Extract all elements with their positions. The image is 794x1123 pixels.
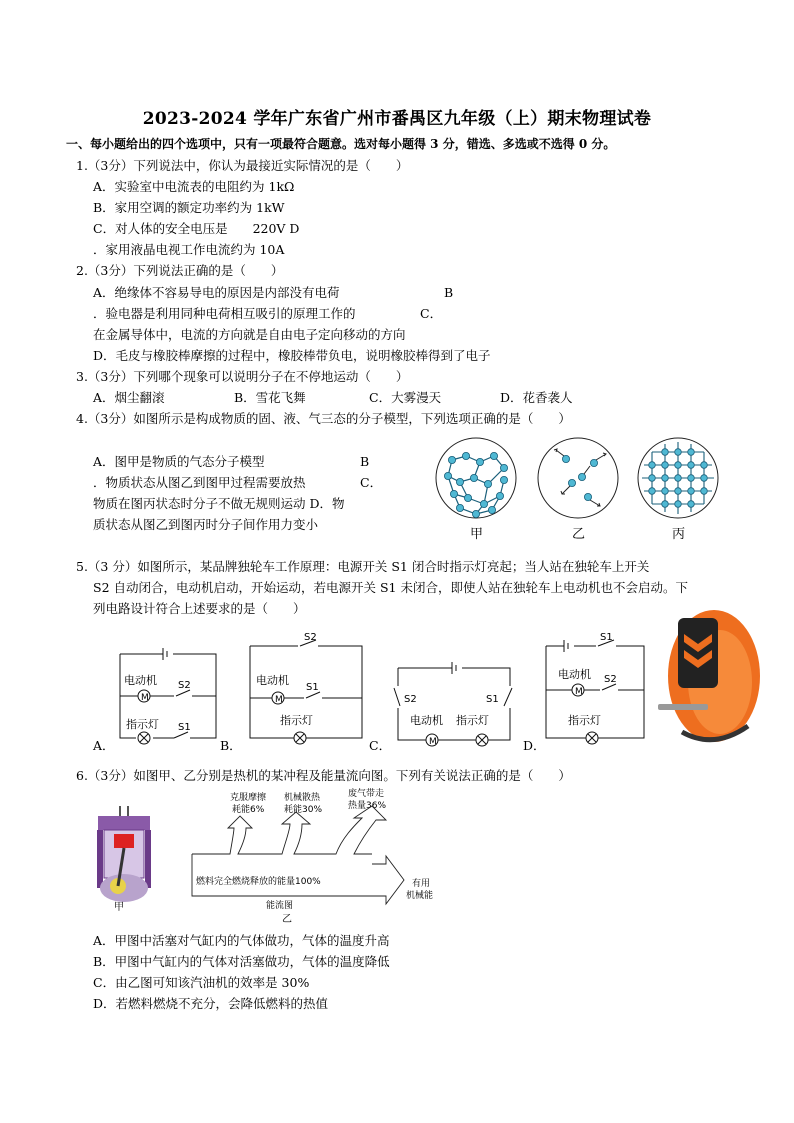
motor-label: 电动机 (410, 714, 443, 727)
molecule-model-figure (430, 434, 730, 544)
switch-s2-label: S2 (604, 674, 617, 685)
q1-option-b: B．家用空调的额定功率约为 1kW (93, 200, 285, 215)
q1-option-c: C．对人体的安全电压是 220V D (93, 221, 300, 236)
useful-energy-label-2: 机械能 (406, 891, 434, 901)
q3-option-d: D．花香袭人 (500, 390, 573, 405)
label-jia: 甲 (114, 902, 124, 912)
energy-flow-diagram (186, 786, 456, 914)
motor-symbol: M (575, 687, 583, 697)
page-title: 2023-2024 学年广东省广州市番禺区九年级（上）期末物理试卷 (142, 109, 652, 129)
q1-option-a: A．实验室中电流表的电阻约为 1kΩ (93, 179, 295, 194)
motor-label: 电动机 (256, 674, 289, 687)
q5-line2: S2 自动闭合，电动机启动，开始运动，若电源开关 S1 未闭合，即使人站在独轮车上电动机也不会启动。下 (93, 580, 688, 595)
q6-option-d: D．若燃料燃烧不充分，会降低燃料的热值 (93, 996, 329, 1011)
circuit-d (540, 628, 656, 752)
useful-energy-label: 有用 (412, 879, 431, 889)
molecule-model-bing (638, 438, 718, 518)
q6-option-a: A．甲图中活塞对气缸内的气体做功，气体的温度升高 (93, 933, 390, 948)
q5-option-b: B． (220, 738, 242, 753)
friction-label: 克服摩擦 (230, 793, 267, 803)
motor-label: 电动机 (558, 668, 591, 681)
switch-s1-label: S1 (600, 632, 613, 643)
heat-value: 耗能30% (284, 805, 323, 815)
fuel-energy-label: 燃料完全燃烧释放的能量100% (196, 877, 321, 887)
q2-stem: 2.（3分）下列说法正确的是（ ） (76, 263, 284, 278)
engine-stroke-image (90, 802, 160, 912)
lamp-label: 指示灯 (126, 718, 159, 731)
q4-option-b: ．物质状态从图乙到图甲过程需要放热 (93, 475, 306, 490)
exhaust-label: 废气带走 (348, 789, 385, 799)
switch-s2-label: S2 (178, 680, 191, 691)
q4-option-a: A．图甲是物质的气态分子模型 (93, 454, 265, 469)
heat-label: 机械散热 (284, 793, 321, 803)
q4-stem: 4.（3分）如图所示是构成物质的固、液、气三态的分子模型，下列选项正确的是（ ） (76, 411, 571, 426)
q6-stem: 6.（3分）如图甲、乙分别是热机的某冲程及能量流向图。下列有关说法正确的是（ ） (76, 768, 571, 783)
circuit-b (244, 628, 374, 752)
lamp-label: 指示灯 (456, 714, 489, 727)
q1-stem: 1.（3分）下列说法中，你认为最接近实际情况的是（ ） (76, 158, 409, 173)
q3-option-b: B．雪花飞舞 (234, 390, 306, 405)
q4-option-c: 物质在图丙状态时分子不做无规则运动 D．物 (93, 496, 345, 511)
switch-s2-label: S2 (304, 632, 317, 643)
label-yi: 乙 (572, 527, 586, 542)
q2-option-a: A．绝缘体不容易导电的原因是内部没有电荷 (93, 285, 340, 300)
q5-line3: 列电路设计符合上述要求的是（ ） (93, 601, 306, 616)
switch-s1-label: S1 (306, 682, 319, 693)
q6-option-c: C．由乙图可知该汽油机的效率是 30% (93, 975, 310, 990)
energy-flow-title: 能流图 (266, 901, 294, 911)
motor-label: 电动机 (124, 674, 157, 687)
section-heading: 一、每小题给出的四个选项中，只有一项最符合题意。选对每小题得 3 分，错选、多选或不选得 0 分。 (66, 137, 616, 151)
exhaust-value: 热量36% (348, 801, 387, 811)
motor-symbol: M (429, 737, 437, 747)
q5-line1: 5.（3 分）如图所示，某品牌独轮车工作原理：电源开关 S1 闭合时指示灯亮起；当人站在独轮车上开关 (76, 559, 650, 574)
q4-option-a-tail: B (360, 454, 370, 469)
lamp-label: 指示灯 (568, 714, 601, 727)
unicycle-image (654, 604, 764, 744)
q5-option-a: A． (93, 738, 115, 753)
q4-option-d: 质状态从图乙到图丙时分子间作用力变小 (93, 517, 319, 532)
switch-s1-label: S1 (486, 694, 499, 705)
q2-option-b: ．验电器是利用同种电荷相互吸引的原理工作的 (93, 306, 356, 321)
label-bing: 丙 (672, 527, 686, 542)
q2-option-d: D．毛皮与橡胶棒摩擦的过程中，橡胶棒带负电，说明橡胶棒得到了电子 (93, 348, 491, 363)
q2-option-c: 在金属导体中，电流的方向就是自由电子定向移动的方向 (93, 327, 406, 342)
switch-s1-label: S1 (178, 722, 191, 733)
q3-stem: 3.（3分）下列哪个现象可以说明分子在不停地运动（ ） (76, 369, 409, 384)
q3-option-c: C．大雾漫天 (369, 390, 442, 405)
switch-s2-label: S2 (404, 694, 417, 705)
motor-symbol: M (141, 693, 149, 703)
molecule-model-yi (538, 438, 618, 518)
label-jia: 甲 (470, 527, 484, 542)
q2-option-b-tail: C． (420, 306, 443, 321)
friction-value: 耗能6% (232, 805, 265, 815)
q5-option-d: D． (523, 738, 546, 753)
lamp-label: 指示灯 (280, 714, 313, 727)
molecule-model-jia (436, 438, 516, 518)
q4-option-b-tail: C． (360, 475, 383, 490)
motor-symbol: M (275, 695, 283, 705)
q3-option-a: A．烟尘翻滚 (93, 390, 165, 405)
label-yi: 乙 (282, 914, 292, 925)
q2-option-a-tail: B (444, 285, 454, 300)
q1-option-d: ．家用液晶电视工作电流约为 10A (93, 242, 285, 257)
q6-option-b: B．甲图中气缸内的气体对活塞做功，气体的温度降低 (93, 954, 390, 969)
circuit-c (392, 656, 518, 752)
q5-option-c: C． (369, 738, 392, 753)
